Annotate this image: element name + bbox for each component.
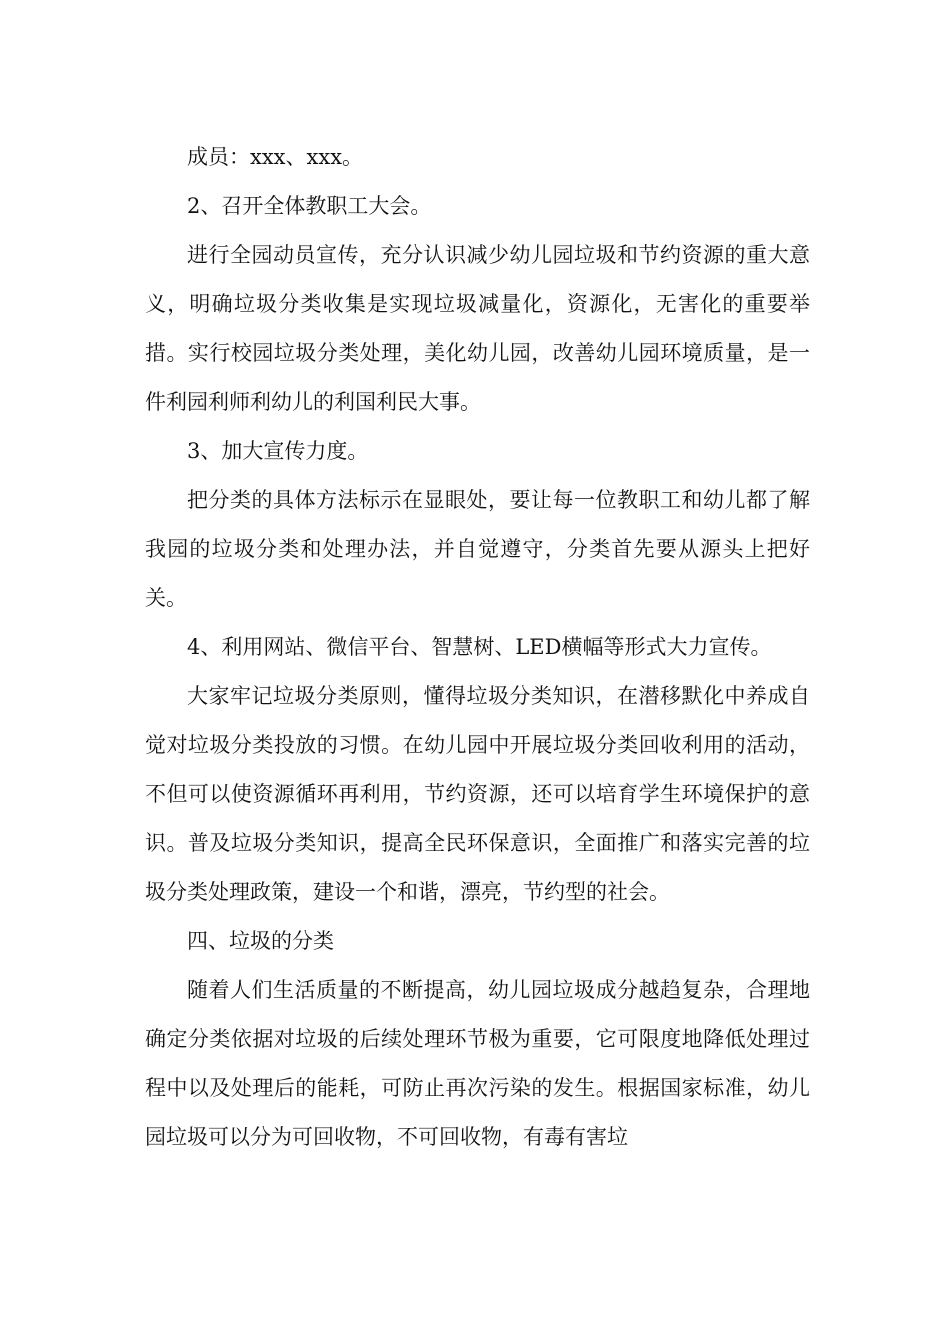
paragraph-members: 成员：xxx、xxx。 [187,145,364,169]
paragraph-item-3-body: 把分类的具体方法标示在显眼处，要让每一位教职工和幼儿都了解我园的垃圾分类和处理办法，并自觉遵守，分类首先要从源头上把好关。 [145,488,810,610]
paragraph-item-3-heading: 3、加大宣传力度。 [187,439,369,463]
paragraph-classification-body: 随着人们生活质量的不断提高，幼儿园垃圾成分越趋复杂，合理地确定分类依据对垃圾的后续处理环节极为重要，它可限度地降低处理过程中以及处理后的能耗，可防止再次污染的发生。根据国家标准，幼儿园垃圾可以分为可回收物，不可回收物，有毒有害垃 [145,978,810,1149]
section-heading-classification: 四、垃圾的分类 [187,929,334,953]
paragraph-item-2-body: 进行全园动员宣传，充分认识减少幼儿园垃圾和节约资源的重大意义，明确垃圾分类收集是实现垃圾减量化，资源化，无害化的重要举措。实行校园垃圾分类处理，美化幼儿园，改善幼儿园环境质量，是一件利园利师利幼儿的利国利民大事。 [145,243,810,414]
paragraph-item-2-heading: 2、召开全体教职工大会。 [187,194,432,218]
paragraph-item-4-body: 大家牢记垃圾分类原则，懂得垃圾分类知识，在潜移默化中养成自觉对垃圾分类投放的习惯。在幼儿园中开展垃圾分类回收利用的活动，不但可以使资源循环再利用，节约资源，还可以培育学生环境保护的意识。普及垃圾分类知识，提高全民环保意识，全面推广和落实完善的垃圾分类处理政策，建设一个和谐，漂亮，节约型的社会。 [145,684,810,904]
document-body [145,133,810,1162]
paragraph-item-4-heading: 4、利用网站、微信平台、智慧树、LED横幅等形式大力宣传。 [187,635,772,659]
